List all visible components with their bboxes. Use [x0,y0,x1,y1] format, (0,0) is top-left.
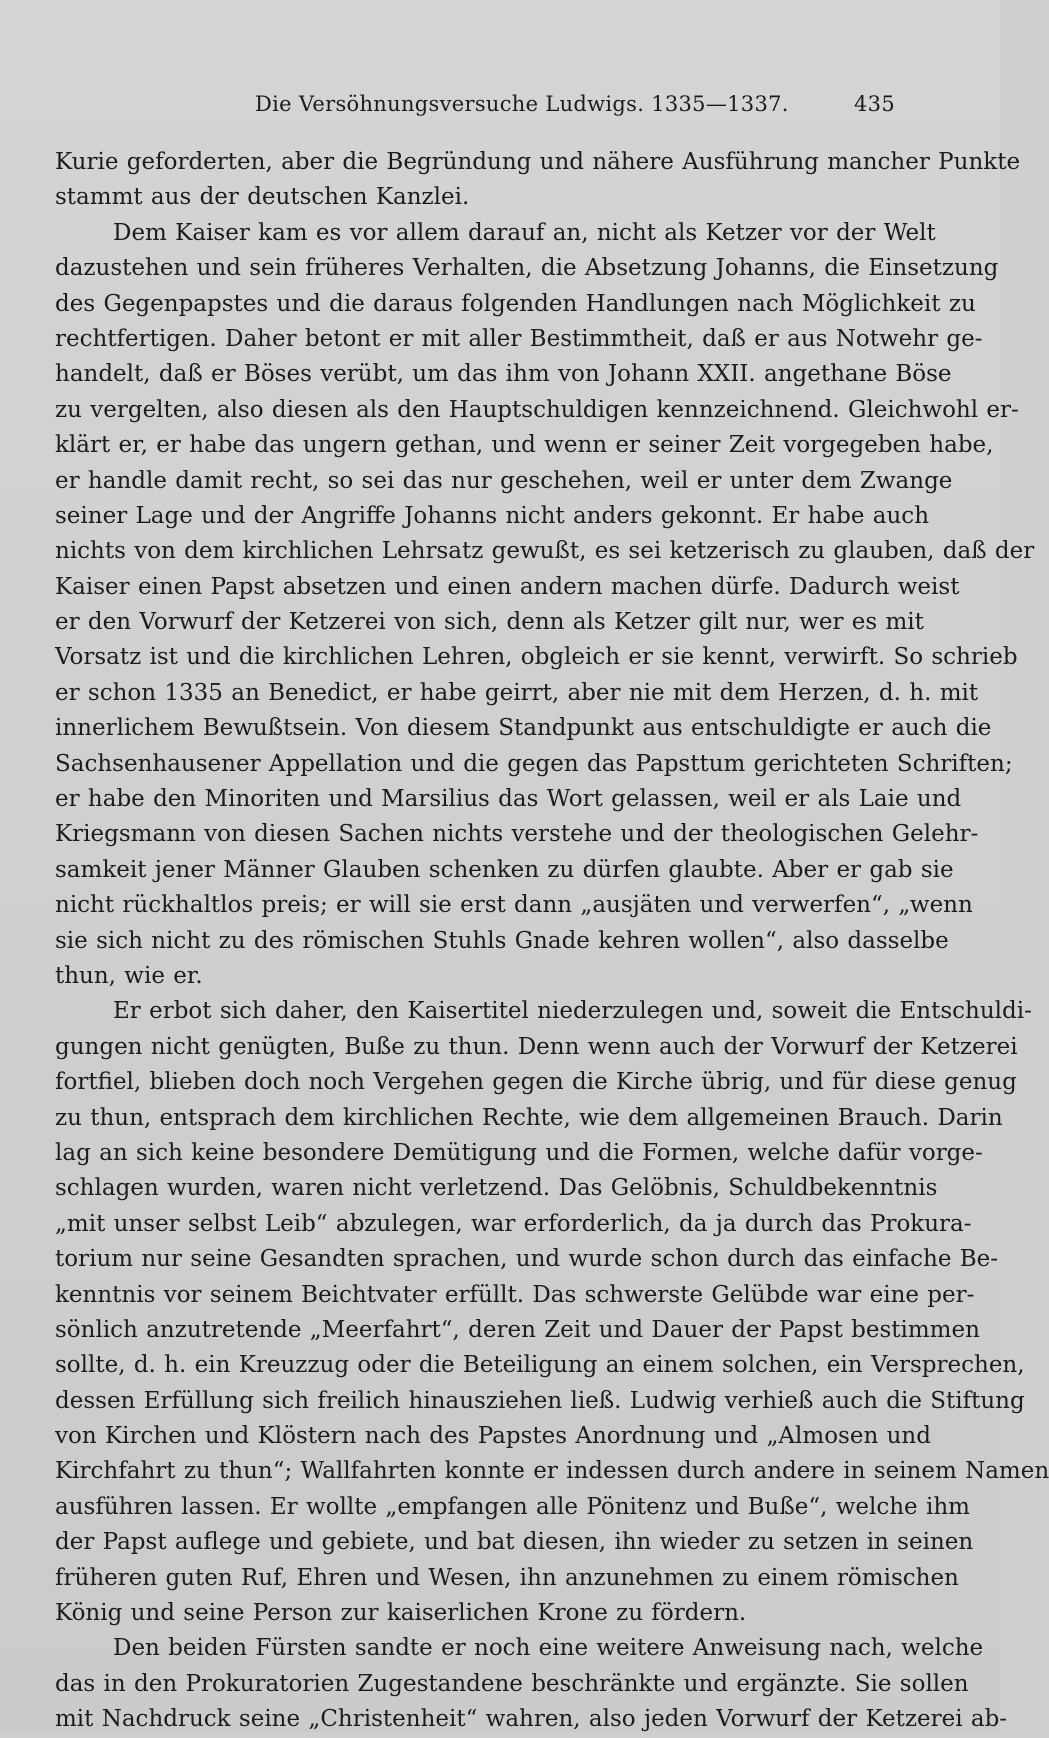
paragraph [55,1631,1008,1737]
text-line: früheren guten Ruf, Ehren und Wesen, ihn anzunehmen zu einem römischen [55,1564,959,1591]
text-line: Kirchfahrt zu thun“; Wallfahrten konnte er indessen durch andere in seinem Namen [55,1458,1049,1485]
text-line: schlagen wurden, waren nicht verletzend. Das Gelöbnis, Schuldbekenntnis [55,1175,938,1202]
text-line: klärt er, er habe das ungern gethan, und wenn er seiner Zeit vorgegeben habe, [55,432,994,459]
text-line: rechtfertigen. Daher betont er mit aller Bestimmtheit, daß er aus Notwehr ge- [55,325,983,352]
paragraph [55,994,1049,1631]
text-line: sollte, d. h. ein Kreuzzug oder die Beteiligung an einem solchen, ein Versprechen, [55,1352,1025,1379]
text-line: dazustehen und sein früheres Verhalten, die Absetzung Johanns, die Einsetzung [55,255,999,282]
text-line: Sachsenhausener Appellation und die gegen das Papsttum gerichteten Schriften; [55,750,1013,777]
text-line: seiner Lage und der Angriffe Johanns nicht anders gekonnt. Er habe auch [55,502,930,529]
text-line: König und seine Person zur kaiserlichen Krone zu fördern. [55,1600,747,1627]
text-line: dessen Erfüllung sich freilich hinausziehen ließ. Ludwig verhieß auch die Stiftung [55,1387,1025,1414]
text-line: er handle damit recht, so sei das nur geschehen, weil er unter dem Zwange [55,467,953,494]
text-line: er den Vorwurf der Ketzerei von sich, denn als Ketzer gilt nur, wer es mit [55,609,924,636]
text-line: mit Nachdruck seine „Christenheit“ wahren, also jeden Vorwurf der Ketzerei ab- [55,1706,1008,1733]
text-line: ausführen lassen. Er wollte „empfangen alle Pönitenz und Buße“, welche ihm [55,1493,970,1520]
text-line: er habe den Minoriten und Marsilius das Wort gelassen, weil er als Laie und [55,786,962,813]
text-line: gungen nicht genügten, Buße zu thun. Denn wenn auch der Vorwurf der Ketzerei [55,1033,1018,1060]
text-line: fortfiel, blieben doch noch Vergehen gegen die Kirche übrig, und für diese genug [55,1069,1017,1096]
text-line: Kurie geforderten, aber die Begründung und nähere Ausführung mancher Punkte [55,149,1021,175]
text-line: Den beiden Fürsten sandte er noch eine weitere Anweisung nach, welche [113,1635,984,1662]
text-line: handelt, daß er Böses verübt, um das ihm von Johann XXII. angethane Böse [55,361,952,388]
text-line: samkeit jener Männer Glauben schenken zu dürfen glaubte. Aber er gab sie [55,856,954,883]
text-line: Kriegsmann von diesen Sachen nichts verstehe und der theologischen Gelehr- [55,821,979,848]
text-line: kenntnis vor seinem Beichtvater erfüllt. Das schwerste Gelübde war eine per- [55,1281,975,1308]
text-line: sie sich nicht zu des römischen Stuhls Gnade kehren wollen“, also dasselbe [55,927,949,954]
text-line: das in den Prokuratorien Zugestandene beschränkte und ergänzte. Sie sollen [55,1670,969,1697]
text-line: Kaiser einen Papst absetzen und einen andern machen dürfe. Dadurch weist [55,573,960,600]
text-line: nicht rückhaltlos preis; er will sie erst dann „ausjäten und verwerfen“, „wenn [55,892,973,919]
text-line: zu vergelten, also diesen als den Hauptschuldigen kennzeichnend. Gleichwohl er- [55,396,1019,423]
text-line: thun, wie er. [55,962,203,989]
paragraph [55,216,1035,995]
text-line: Dem Kaiser kam es vor allem darauf an, nicht als Ketzer vor der Welt [113,219,936,246]
text-line: Er erbot sich daher, den Kaisertitel niederzulegen und, soweit die Entschuldi- [113,998,1032,1025]
text-line: von Kirchen und Klöstern nach des Papstes Anordnung und „Almosen und [55,1423,931,1450]
paragraph [55,145,1021,216]
text-line: torium nur seine Gesandten sprachen, und wurde schon durch das einfache Be- [55,1246,999,1273]
page-header [55,92,895,122]
text-line: nichts von dem kirchlichen Lehrsatz gewußt, es sei ketzerisch zu glauben, daß der [55,538,1035,565]
text-line: er schon 1335 an Benedict, er habe geirrt, aber nie mit dem Herzen, d. h. mit [55,679,979,706]
running-title: Die Versöhnungsversuche Ludwigs. 1335—1337. [255,92,789,116]
text-line: der Papst auflege und gebiete, und bat diesen, ihn wieder zu setzen in seinen [55,1529,974,1556]
body-text [55,145,1049,1738]
page-number: 435 [854,92,895,116]
text-line: des Gegenpapstes und die daraus folgenden Handlungen nach Möglichkeit zu [55,290,976,317]
text-line: stammt aus der deutschen Kanzlei. [55,184,470,211]
text-line: zu thun, entsprach dem kirchlichen Rechte, wie dem allgemeinen Brauch. Darin [55,1104,1003,1131]
text-line: „mit unser selbst Leib“ abzulegen, war erforderlich, da ja durch das Prokura- [55,1210,972,1237]
text-line: Vorsatz ist und die kirchlichen Lehren, obgleich er sie kennt, verwirft. So schrieb [55,644,1018,671]
text-line: innerlichem Bewußtsein. Von diesem Standpunkt aus entschuldigte er auch die [55,715,992,742]
text-line: lag an sich keine besondere Demütigung und die Formen, welche dafür vorge- [55,1139,983,1166]
text-line: sönlich anzutretende „Meerfahrt“, deren Zeit und Dauer der Papst bestimmen [55,1316,980,1343]
